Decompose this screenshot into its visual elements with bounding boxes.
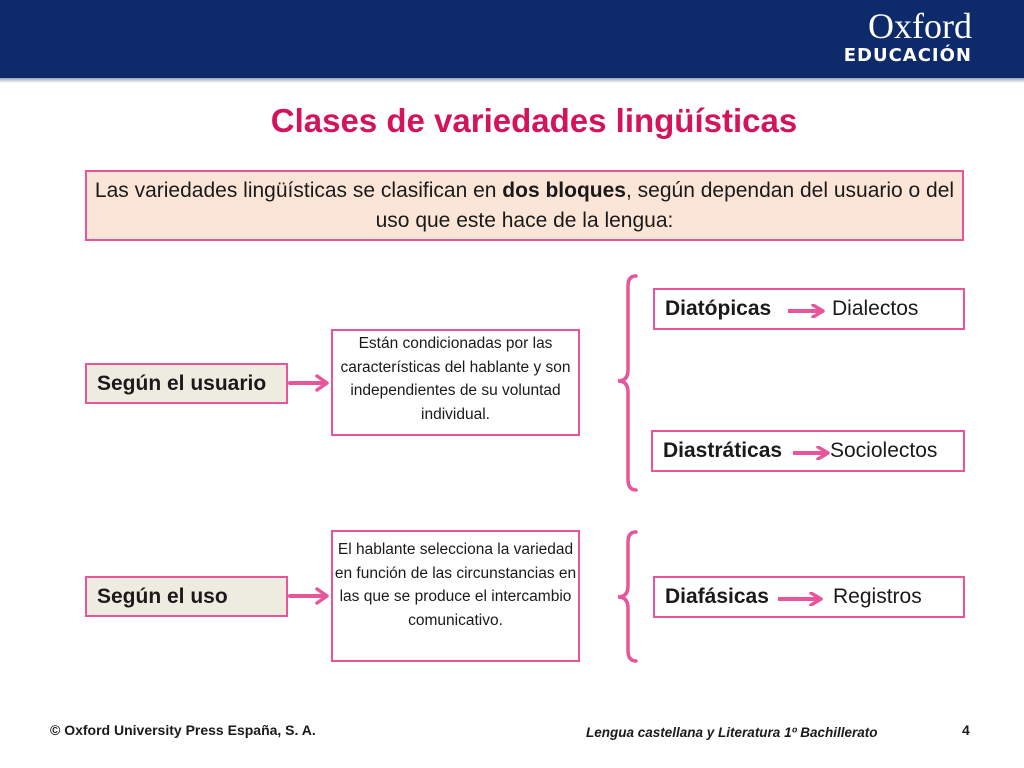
brace-usuario: [618, 276, 636, 490]
result-value: Sociolectos: [830, 439, 938, 462]
category-box-usuario: Según el usuario: [85, 363, 288, 404]
result-type: Diatópicas: [665, 297, 772, 320]
category-box-uso: Según el uso: [85, 576, 288, 617]
footer-course: Lengua castellana y Literatura 1º Bachillerato: [586, 725, 878, 740]
description-box-usuario: Están condicionadas por las características del hablante y son independientes de su voluntad individual.: [331, 329, 580, 436]
description-box-uso: El hablante selecciona la variedad en función de las circunstancias en las que se produce el intercambio comunicativo.: [331, 530, 580, 662]
page-number: 4: [962, 722, 970, 738]
intro-text-bold: dos bloques: [502, 179, 626, 202]
result-type: Diastráticas: [663, 439, 783, 462]
slide-title: Clases de variedades lingüísticas: [270, 102, 798, 139]
arrow-uso-to-description: [290, 589, 327, 603]
result-value: Dialectos: [832, 297, 919, 320]
arrow-usuario-to-description: [290, 376, 327, 390]
brace-uso: [618, 532, 636, 661]
intro-text-end: , según dependan del usuario o del uso que este hace de la lengua:: [375, 179, 955, 232]
result-value: Registros: [833, 585, 922, 608]
intro-text-start: Las variedades lingüísticas se clasifican en: [94, 179, 503, 202]
footer-copyright: © Oxford University Press España, S. A.: [50, 722, 316, 738]
oxford-logo: Oxford: [868, 6, 972, 46]
oxford-logo-subtitle: EDUCACIÓN: [843, 45, 972, 66]
result-type: Diafásicas: [665, 585, 769, 608]
